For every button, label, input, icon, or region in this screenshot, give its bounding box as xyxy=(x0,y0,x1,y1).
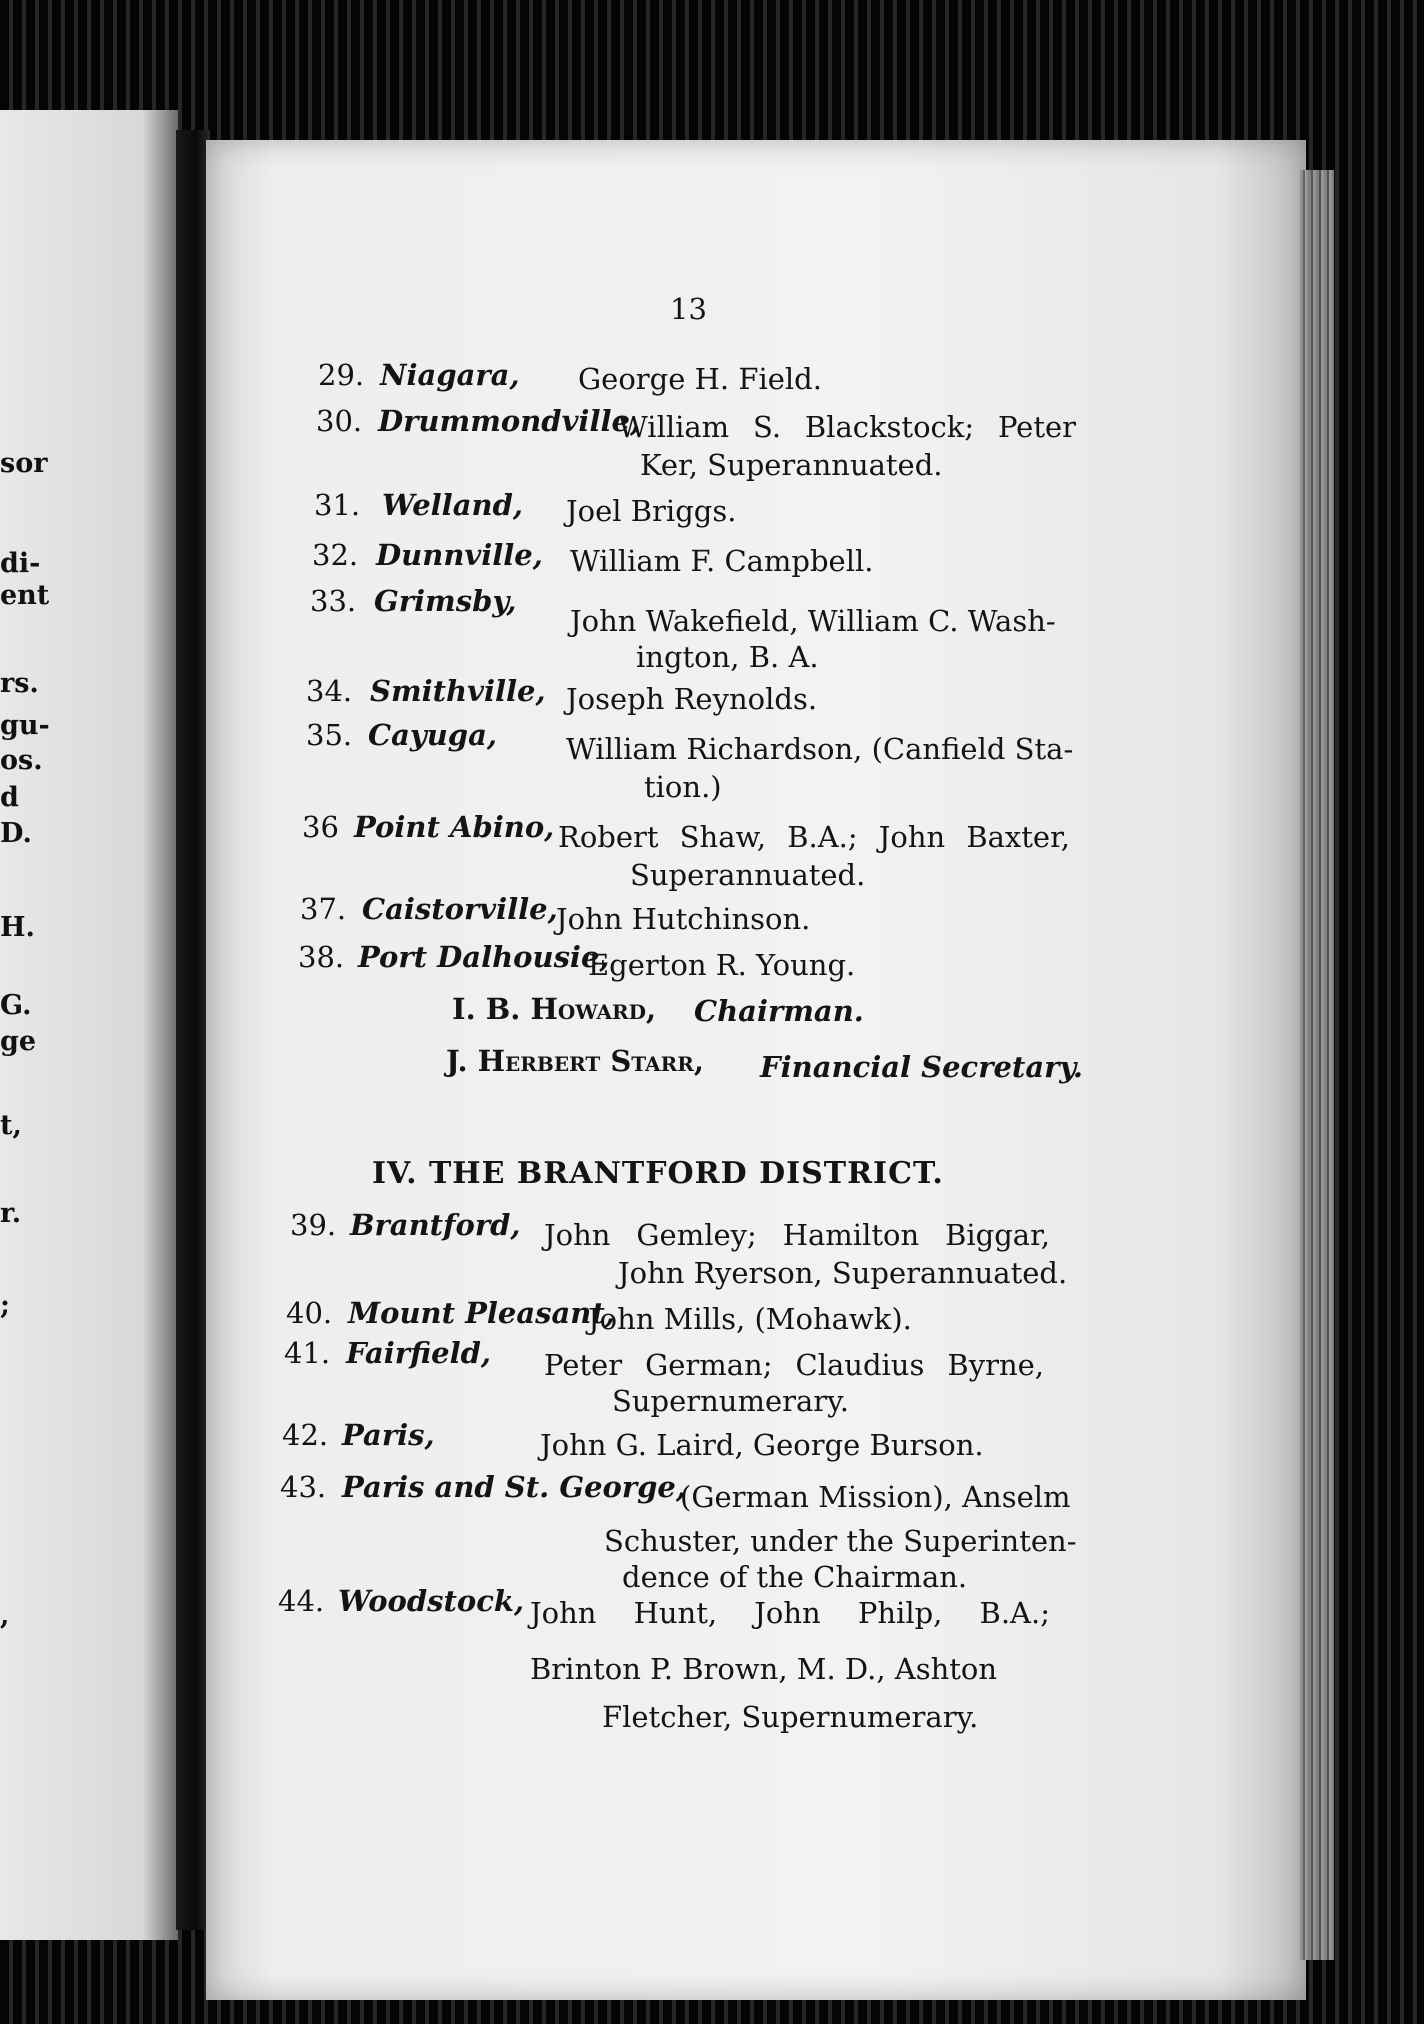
left-page-edge xyxy=(0,110,178,1940)
page-stack-edge xyxy=(1300,170,1334,1960)
entry-line: Robert Shaw, B.A.; John Baxter, xyxy=(558,820,1070,854)
entry-line: John Ryerson, Superannuated. xyxy=(618,1256,1068,1290)
entry-place: Drummondville, xyxy=(378,404,641,438)
entry-number: 33. xyxy=(310,584,357,618)
page-number: 13 xyxy=(670,292,707,326)
entry-number: 40. xyxy=(286,1296,333,1330)
secretary-title: Financial Secretary. xyxy=(760,1050,1084,1084)
fragment: di- xyxy=(0,548,41,579)
fragment: , xyxy=(0,1600,10,1631)
entry-line: Egerton R. Young. xyxy=(588,948,856,982)
entry-place: Paris and St. George, xyxy=(342,1470,686,1504)
entry-number: 32. xyxy=(312,538,359,572)
entry-line: John Hutchinson. xyxy=(556,902,811,936)
fragment: os. xyxy=(0,745,43,776)
entry-number: 34. xyxy=(306,674,353,708)
entry-line: George H. Field. xyxy=(578,362,822,396)
fragment: sor xyxy=(0,448,48,479)
entry-line: Fletcher, Supernumerary. xyxy=(602,1700,979,1734)
entry-place: Smithville, xyxy=(370,674,546,708)
entry-place: Grimsby, xyxy=(374,584,517,618)
entry-number: 38. xyxy=(298,940,345,974)
entry-line: William S. Blackstock; Peter xyxy=(618,410,1076,444)
entry-place: Point Abino, xyxy=(354,810,555,844)
entry-line: John Gemley; Hamilton Biggar, xyxy=(544,1218,1050,1252)
entry-number: 42. xyxy=(282,1418,329,1452)
entry-place: Woodstock, xyxy=(338,1584,525,1618)
fragment: D. xyxy=(0,818,32,849)
entry-line: Peter German; Claudius Byrne, xyxy=(544,1348,1044,1382)
entry-line: Schuster, under the Superinten- xyxy=(604,1524,1077,1558)
entry-place: Dunnville, xyxy=(376,538,543,572)
entry-line: ington, B. A. xyxy=(636,640,819,674)
fragment: G. xyxy=(0,990,32,1021)
entry-line: William F. Campbell. xyxy=(570,544,874,578)
book-gutter xyxy=(176,130,210,1930)
entry-line: tion.) xyxy=(644,770,722,804)
entry-line: Brinton P. Brown, M. D., Ashton xyxy=(530,1652,998,1686)
entry-number: 30. xyxy=(316,404,363,438)
fragment: d xyxy=(0,782,19,813)
entry-place: Welland, xyxy=(382,488,523,522)
entry-place: Paris, xyxy=(342,1418,435,1452)
entry-line: John Mills, (Mohawk). xyxy=(588,1302,912,1336)
section-heading: IV. THE BRANTFORD DISTRICT. xyxy=(372,1156,944,1191)
entry-line: Superannuated. xyxy=(630,858,866,892)
entry-line: John Hunt, John Philp, B.A.; xyxy=(530,1596,1050,1630)
entry-line: John Wakefield, William C. Wash- xyxy=(570,604,1056,638)
entry-line: Joseph Reynolds. xyxy=(566,682,818,716)
entry-line: Supernumerary. xyxy=(612,1384,849,1418)
fragment: rs. xyxy=(0,668,39,699)
entry-line: William Richardson, (Canfield Sta- xyxy=(566,732,1074,766)
secretary-name: J. Herbert Starr, xyxy=(446,1044,704,1078)
entry-number: 37. xyxy=(300,892,347,926)
entry-number: 35. xyxy=(306,718,353,752)
entry-number: 39. xyxy=(290,1208,337,1242)
fragment: ge xyxy=(0,1026,37,1057)
entry-line: (German Mission), Anselm xyxy=(680,1480,1071,1514)
entry-place: Caistorville, xyxy=(362,892,558,926)
chairman-name: I. B. Howard, xyxy=(452,992,657,1026)
entry-number: 36 xyxy=(302,810,339,844)
entry-line: dence of the Chairman. xyxy=(622,1560,968,1594)
entry-place: Cayuga, xyxy=(368,718,497,752)
entry-number: 41. xyxy=(284,1336,331,1370)
fragment: H. xyxy=(0,912,35,943)
fragment: ent xyxy=(0,580,50,611)
fragment: gu- xyxy=(0,710,50,741)
entry-line: Joel Briggs. xyxy=(566,494,737,528)
entry-place: Fairfield, xyxy=(346,1336,492,1370)
entry-place: Brantford, xyxy=(350,1208,521,1242)
entry-number: 44. xyxy=(278,1584,325,1618)
entry-number: 31. xyxy=(314,488,361,522)
entry-line: Ker, Superannuated. xyxy=(640,448,943,482)
fragment: t, xyxy=(0,1110,22,1141)
entry-place: Port Dalhousie, xyxy=(358,940,610,974)
entry-number: 29. xyxy=(318,358,365,392)
fragment: ; xyxy=(0,1290,10,1321)
entry-place: Mount Pleasant, xyxy=(348,1296,615,1330)
fragment: r. xyxy=(0,1198,22,1229)
entry-number: 43. xyxy=(280,1470,327,1504)
entry-line: John G. Laird, George Burson. xyxy=(540,1428,984,1462)
entry-place: Niagara, xyxy=(380,358,520,392)
chairman-title: Chairman. xyxy=(694,994,864,1028)
